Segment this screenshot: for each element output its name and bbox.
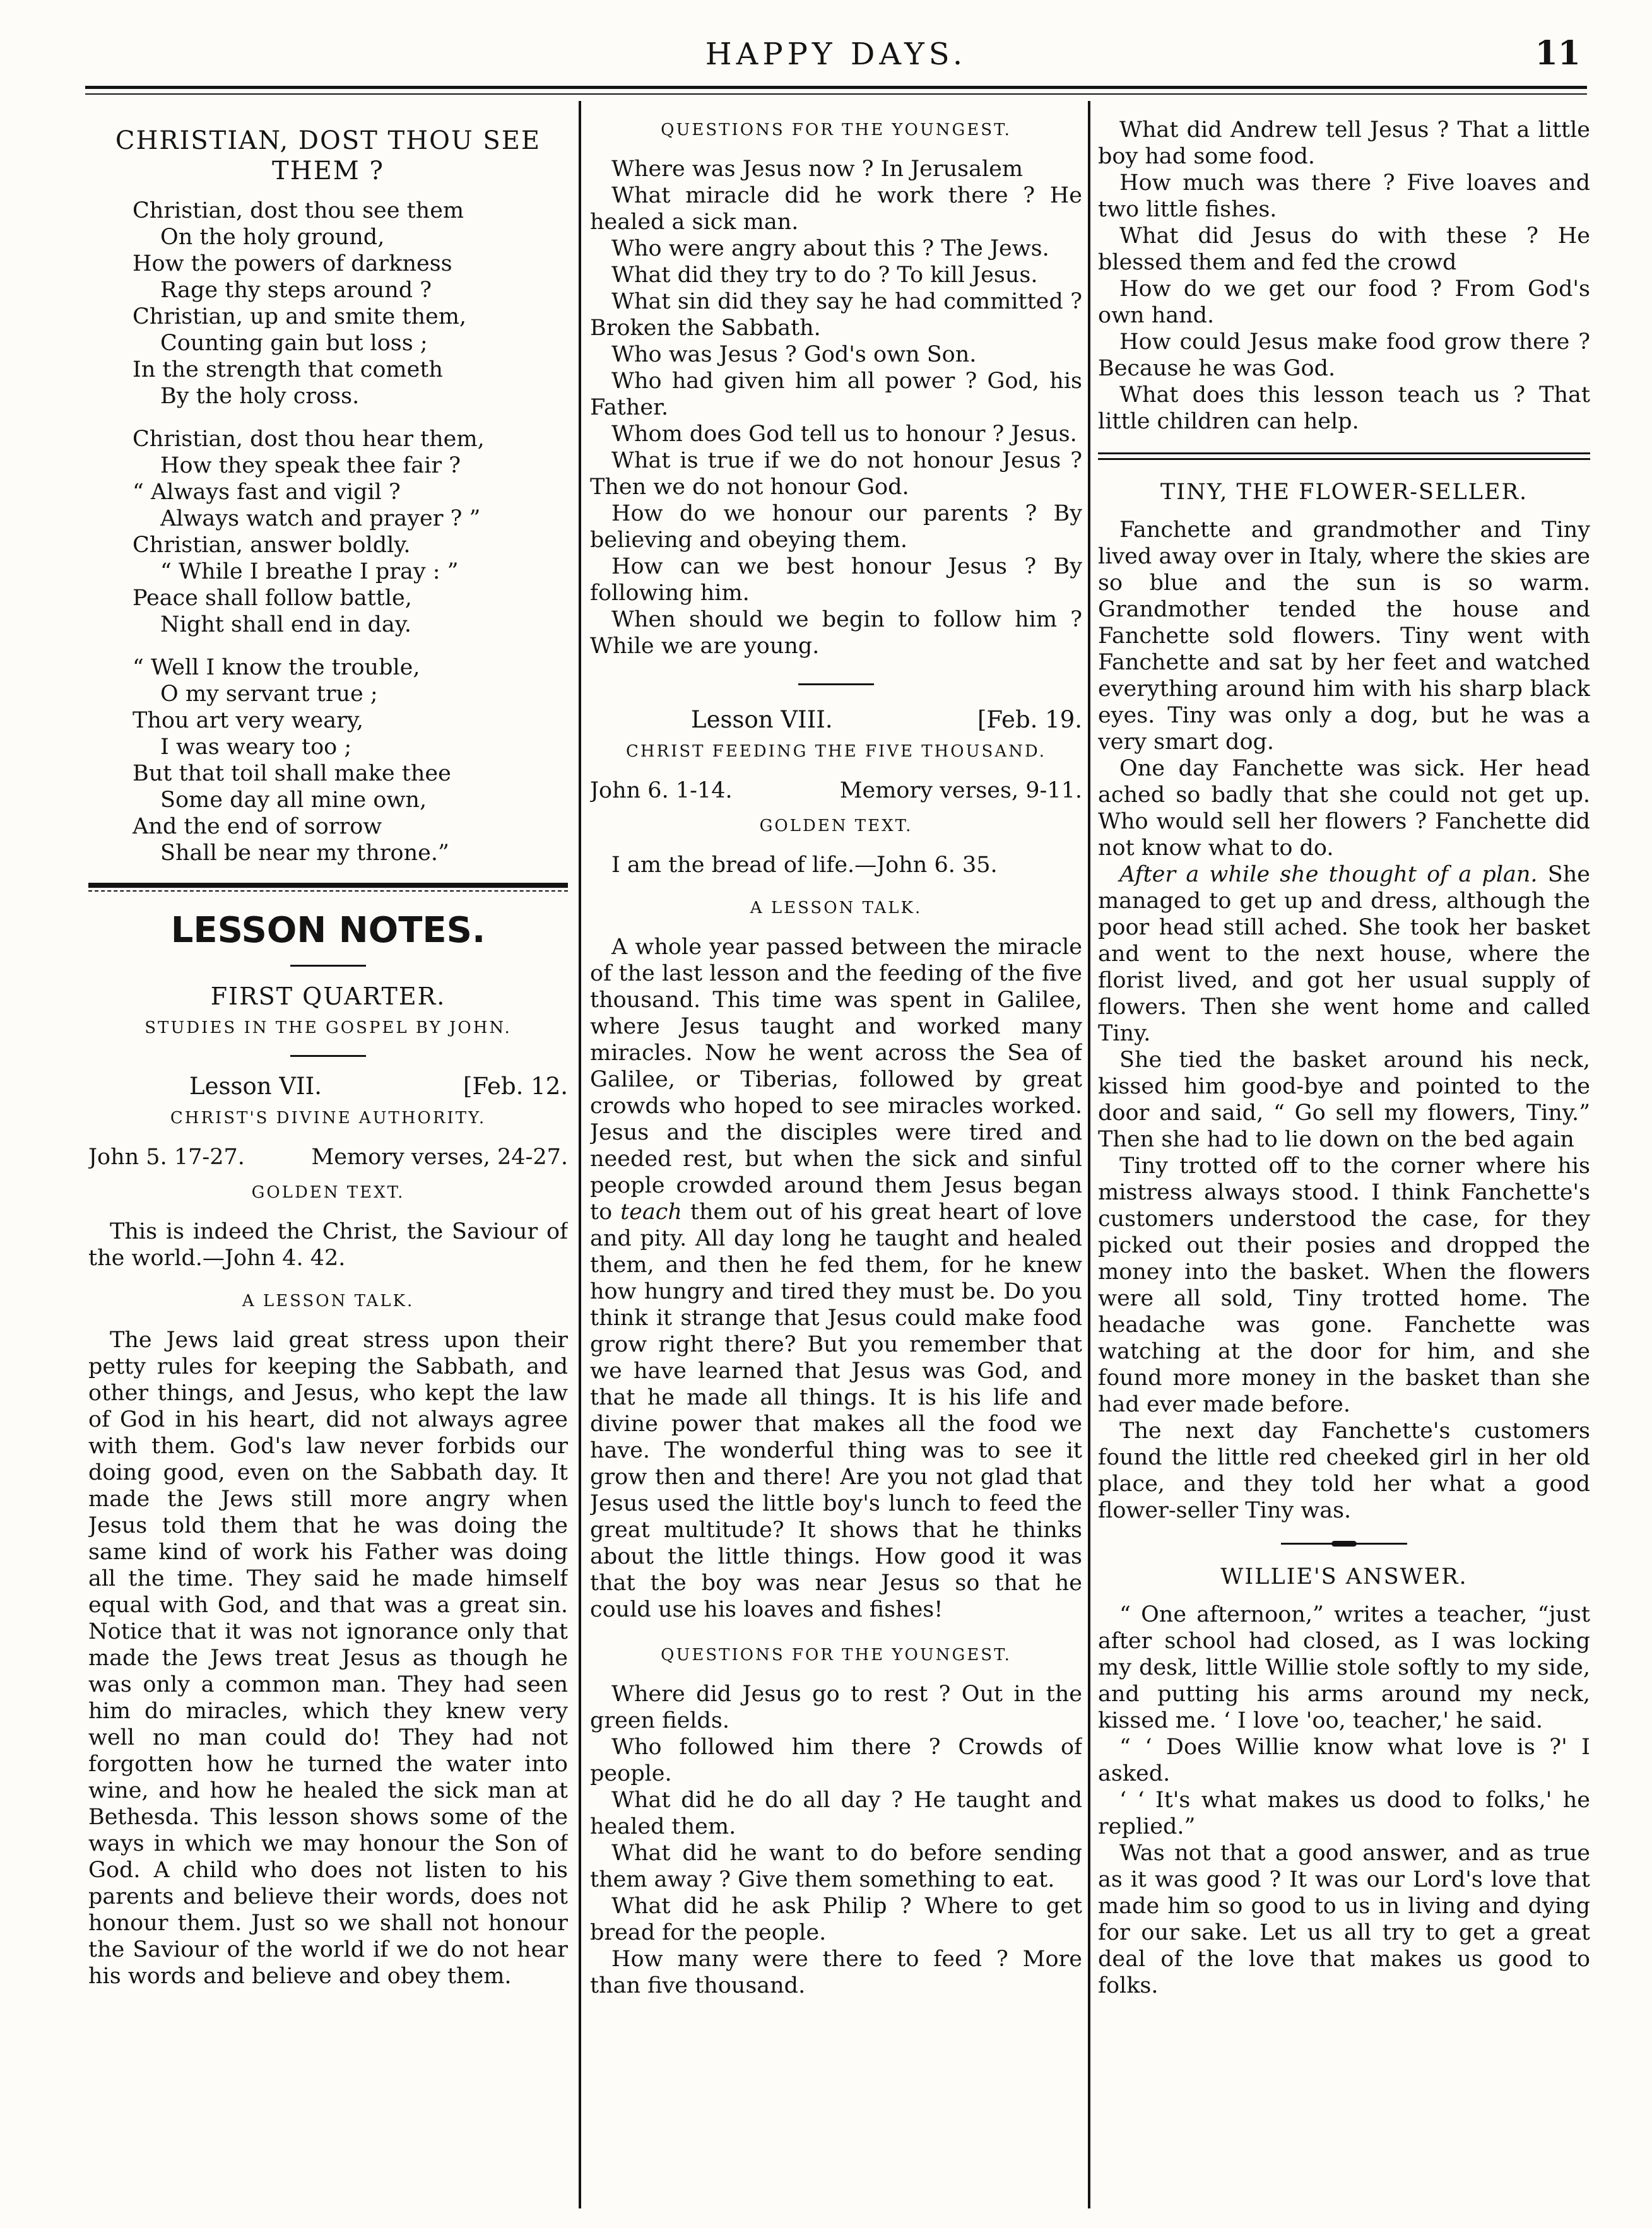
question-answer: Where did Jesus go to rest ? Out in the green fields. xyxy=(590,1682,1082,1733)
question-answer: Who were angry about this ? The Jews. xyxy=(611,236,1049,261)
lesson-8-questions-continued xyxy=(1098,117,1590,435)
story-paragraph: Fanchette and grandmother and Tiny lived away over in Italy, where the skies are so blue and the sun is so warm. Grandmother tended the house and Fanchette sold flowers. Tiny went with Fanchette and sat by her feet and watched everything around him with his sharp black eyes. Tiny was only a dog, but he was a very smart dog. xyxy=(1098,517,1590,755)
poem-line: Night shall end in day. xyxy=(160,612,412,637)
question-answer: How do we honour our parents ? By believing and obeying them. xyxy=(590,501,1082,553)
poem-line: Peace shall follow battle, xyxy=(133,586,412,611)
poem-line: Some day all mine own, xyxy=(160,787,427,813)
story-paragraph: The next day Fanchette's customers found the little red cheeked girl in her old place, and they told her what a good flower-seller Tiny was. xyxy=(1098,1418,1590,1523)
question-answer: What does this lesson teach us ? That little children can help. xyxy=(1098,382,1590,434)
lesson-7-heading xyxy=(88,1073,568,1100)
question-answer: What sin did they say he had committed ? Broken the Sabbath. xyxy=(590,289,1082,341)
poem-line: On the holy ground, xyxy=(160,225,385,250)
poem-line: “ Well I know the trouble, xyxy=(133,655,420,680)
question-answer: What did he want to do before sending them away ? Give them something to eat. xyxy=(590,1841,1082,1892)
lesson-7-label: Lesson VII. xyxy=(189,1073,322,1100)
lesson-8-date: [Feb. 19. xyxy=(977,706,1082,733)
question-answer: What did they try to do ? To kill Jesus. xyxy=(611,262,1038,288)
question-answer: What did Andrew tell Jesus ? That a little boy had some food. xyxy=(1098,117,1590,169)
short-rule xyxy=(290,1055,366,1057)
question-answer: How do we get our food ? From God's own hand. xyxy=(1098,276,1590,328)
lesson-8-questions xyxy=(590,1681,1082,1999)
page-number: 11 xyxy=(1535,34,1581,73)
story-paragraph: Was not that a good answer, and as true as it was good ? It was our Lord's love that made him so good to us in living and dying for our sake. Let us all try to get a great deal of the love that makes us good to folks. xyxy=(1098,1841,1590,1998)
golden-text-heading: GOLDEN TEXT. xyxy=(251,1183,405,1202)
story-paragraph: Tiny trotted off to the corner where his mistress always stood. I think Fanchette's customers understood the case, for they picked out their posies and dropped the money into the basket. When the flowers were all sold, Tiny trotted home. The headache was gone. Fanchette was watching at the door for him, and she found more money in the basket than she had ever made before. xyxy=(1098,1153,1590,1417)
story-title: WILLIE'S ANSWER. xyxy=(1220,1564,1468,1589)
story-paragraph: After a while she thought of a plan. She managed to get up and dress, although the poor head still ached. She took her basket and went to the next house, where the florist lived, and got her usual supply of flowers. Then she went home and called Tiny. xyxy=(1098,862,1590,1046)
questions-heading: QUESTIONS FOR THE YOUNGEST. xyxy=(661,1646,1012,1665)
header-rule xyxy=(85,86,1587,95)
lesson-8-heading xyxy=(590,707,1082,733)
running-head xyxy=(85,34,1587,81)
poem-line: By the holy cross. xyxy=(160,384,360,409)
poem-stanza xyxy=(133,654,568,866)
poem-line: Counting gain but loss ; xyxy=(160,331,428,356)
poem-line: How the powers of darkness xyxy=(133,251,452,276)
question-answer: Who was Jesus ? God's own Son. xyxy=(611,342,977,367)
column-2 xyxy=(590,117,1082,2199)
poem-stanza xyxy=(133,426,568,638)
question-answer: What did Jesus do with these ? He blessed them and fed the crowd xyxy=(1098,223,1590,275)
section-rule xyxy=(1098,452,1590,460)
story-paragraph: “ One afternoon,” writes a teacher, “just after school had closed, as I was locking my desk, little Willie stole softly to my side, and putting his arms around my neck, kissed me. ‘ I love 'oo, teacher,' he said. xyxy=(1098,1602,1590,1733)
poem-line: Christian, up and smite them, xyxy=(133,304,467,329)
questions-heading: QUESTIONS FOR THE YOUNGEST. xyxy=(661,121,1012,139)
lesson-8-refs xyxy=(590,777,1082,804)
lesson-7-reading: John 5. 17-27. xyxy=(88,1145,245,1170)
question-answer: How could Jesus make food grow there ? Because he was God. xyxy=(1098,329,1590,381)
question-answer: How can we best honour Jesus ? By following him. xyxy=(590,554,1082,606)
question-answer: What is true if we do not honour Jesus ? Then we do not honour God. xyxy=(590,448,1082,500)
golden-text: I am the bread of life.—John 6. 35. xyxy=(611,852,998,878)
question-answer: Where was Jesus now ? In Jerusalem xyxy=(611,156,1024,182)
poem-line: “ Always fast and vigil ? xyxy=(133,480,401,505)
column-divider xyxy=(1088,101,1090,2208)
poem-line: How they speak thee fair ? xyxy=(160,453,461,478)
question-answer: What did he do all day ? He taught and healed them. xyxy=(590,1788,1082,1839)
story-paragraph: “ ‘ Does Willie know what love is ?' I asked. xyxy=(1098,1735,1590,1786)
lesson-talk-heading: A LESSON TALK. xyxy=(242,1292,415,1311)
story-paragraph: She tied the basket around his neck, kissed him good-bye and pointed to the door and said, “ Go sell my flowers, Tiny.” Then she had to lie down on the bed again xyxy=(1098,1047,1590,1152)
column-3 xyxy=(1098,117,1590,2199)
poem-line: Christian, dost thou hear them, xyxy=(133,427,485,452)
lesson-7-questions xyxy=(590,156,1082,659)
poem-line: Thou art very weary, xyxy=(133,708,364,733)
lesson-8-reading: John 6. 1-14. xyxy=(590,778,733,803)
question-answer: How many were there to feed ? More than five thousand. xyxy=(590,1947,1082,1998)
question-answer: What miracle did he work there ? He healed a sick man. xyxy=(590,183,1082,235)
masthead-title: HAPPY DAYS. xyxy=(705,37,967,72)
lesson-7-date: [Feb. 12. xyxy=(463,1073,568,1100)
lesson-notes-heading: LESSON NOTES. xyxy=(170,910,486,951)
question-answer: What did he ask Philip ? Where to get bread for the people. xyxy=(590,1894,1082,1945)
lesson-8-subject: CHRIST FEEDING THE FIVE THOUSAND. xyxy=(625,742,1047,761)
story-title: TINY, THE FLOWER-SELLER. xyxy=(1160,480,1528,505)
poem-line: Shall be near my throne.” xyxy=(160,840,449,866)
ornament-rule xyxy=(1281,1543,1407,1545)
poem-line: Christian, answer boldly. xyxy=(133,533,411,558)
poem-line: O my servant true ; xyxy=(160,681,378,707)
column-1 xyxy=(88,117,568,2199)
story-paragraph: ‘ ‘ It's what makes us dood to folks,' he replied.” xyxy=(1098,1788,1590,1839)
golden-text-heading: GOLDEN TEXT. xyxy=(759,816,913,835)
question-answer: How much was there ? Five loaves and two little fishes. xyxy=(1098,170,1590,222)
question-answer: Who followed him there ? Crowds of people. xyxy=(590,1735,1082,1786)
question-answer: When should we begin to follow him ? While we are young. xyxy=(590,607,1082,659)
poem-title: CHRISTIAN, DOST THOU SEE THEM ? xyxy=(115,126,541,186)
short-rule xyxy=(798,683,874,685)
lesson-7-subject: CHRIST'S DIVINE AUTHORITY. xyxy=(170,1109,487,1128)
lesson-talk-text: A whole year passed between the miracle of the last lesson and the feeding of the five thousand. This time was spent in Galilee, where Jesus taught and worked many miracles. Now he went across the Sea of Galilee, or Tiberias, followed by great crowds who hoped to see miracles worked. Jesus and the disciples were tired and needed rest, but when the sick and sinful people crowded around them Jesus began to teach them out of his great heart of love and pity. All day long he taught and healed them, and then he fed them, for he knew how hungry and tired they must be. Do you think it strange that Jesus could make food grow right there? But you remember that we have learned that Jesus was God, and that he made all things. It is his life and divine power that makes all the food we have. The wonderful thing was to see it grow then and there! Are you not glad that Jesus used the little boy's lunch to feed the great multitude? It shows that he thinks about the little things. How good it was that the boy was near Jesus so that he could use his loaves and fishes! xyxy=(590,934,1082,1622)
question-answer: Whom does God tell us to honour ? Jesus. xyxy=(611,421,1077,447)
lesson-7-memory: Memory verses, 24-27. xyxy=(311,1145,568,1170)
poem-body xyxy=(88,197,568,866)
poem-line: Rage thy steps around ? xyxy=(160,278,432,303)
poem-line: “ While I breathe I pray : ” xyxy=(160,559,459,584)
column-divider xyxy=(579,101,581,2208)
poem-line: In the strength that cometh xyxy=(133,357,443,382)
studies-heading: STUDIES IN THE GOSPEL BY JOHN. xyxy=(145,1018,512,1037)
poem-line: Christian, dost thou see them xyxy=(133,198,464,223)
lesson-8-memory: Memory verses, 9-11. xyxy=(839,778,1082,803)
poem-line: I was weary too ; xyxy=(160,734,352,760)
poem-line: But that toil shall make thee xyxy=(133,761,451,786)
lesson-8-label: Lesson VIII. xyxy=(691,706,833,733)
golden-text: This is indeed the Christ, the Saviour of the world.—John 4. 42. xyxy=(88,1219,568,1271)
story-paragraph: One day Fanchette was sick. Her head ached so badly that she could not get up. Who would sell her flowers ? Fanchette did not know what to do. xyxy=(1098,756,1590,861)
section-rule xyxy=(88,883,568,892)
short-rule xyxy=(290,965,366,967)
lesson-talk-heading: A LESSON TALK. xyxy=(750,899,923,917)
lesson-talk-text: The Jews laid great stress upon their petty rules for keeping the Sabbath, and other things, and Jesus, who kept the law of God in his heart, did not always agree with them. God's law never forbids our doing good, even on the Sabbath day. It made the Jews still more angry when Jesus told them that he was doing the same kind of work his Father was doing all the time. They said he made himself equal with God, and that was a great sin. Notice that it was not ignorance only that made the Jews treat Jesus as though he was only a common man. They had seen him do miracles, which they knew very well no man could do! They had not forgotten how he turned the water into wine, and how he healed the sick man at Bethesda. This lesson shows some of the ways in which we may honour the Son of God. A child who does not listen to his parents and believe their words, does not honour them. Just so we shall not honour the Saviour of the world if we do not hear his words and believe and obey them. xyxy=(88,1328,568,1989)
question-answer: Who had given him all power ? God, his Father. xyxy=(590,368,1082,420)
poem-line: Always watch and prayer ? ” xyxy=(160,506,481,531)
lesson-7-refs xyxy=(88,1144,568,1170)
quarter-heading: FIRST QUARTER. xyxy=(210,982,446,1010)
poem-stanza xyxy=(133,197,568,410)
poem-line: And the end of sorrow xyxy=(133,814,382,839)
